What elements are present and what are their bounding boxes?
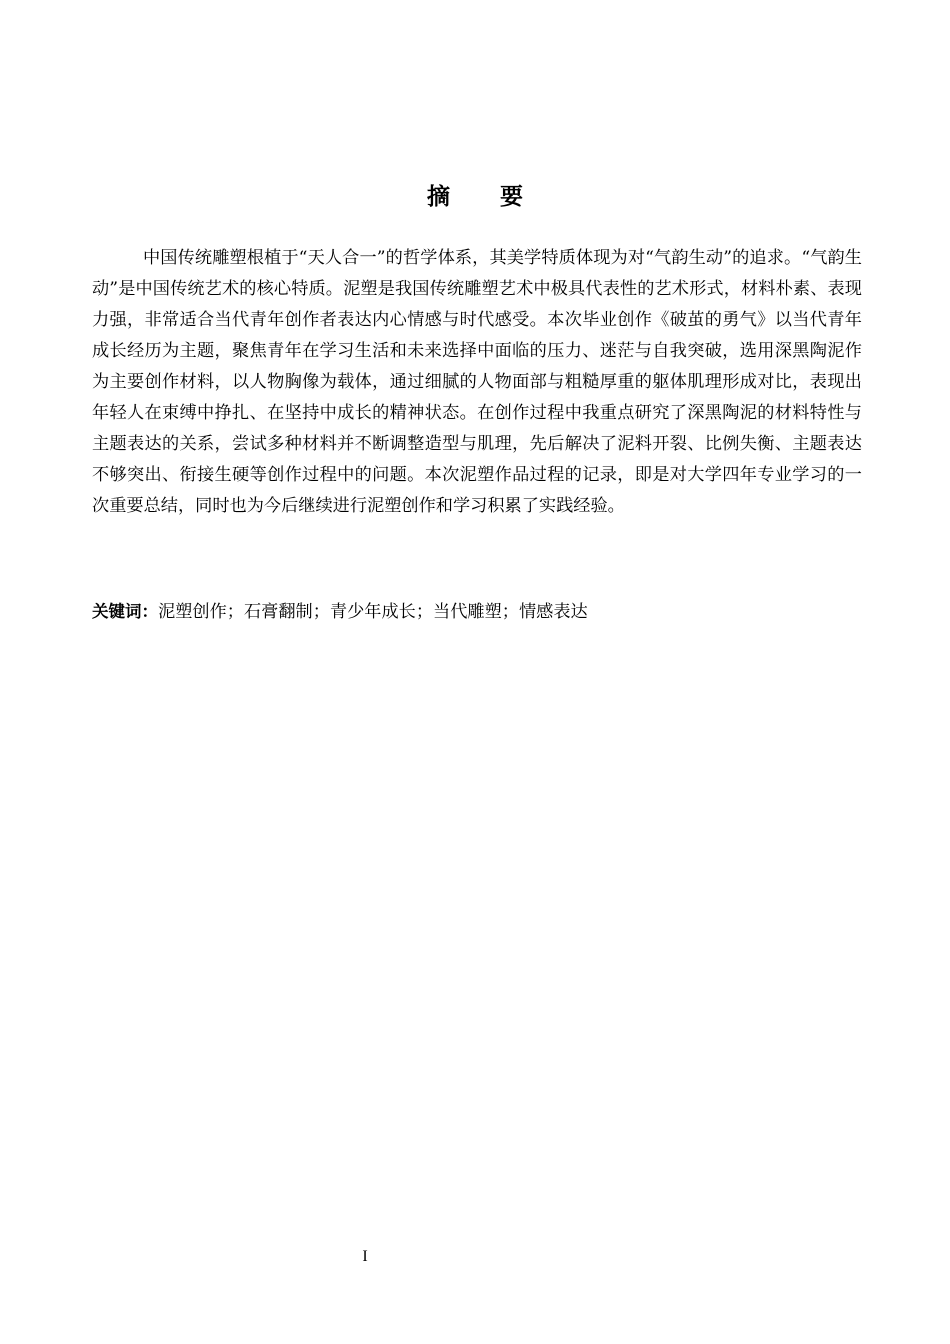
keywords-text: 泥塑创作；石膏翻制；青少年成长；当代雕塑；情感表达: [158, 602, 588, 622]
abstract-title-char-1: 摘: [427, 184, 450, 210]
keywords-label: 关键词：: [92, 602, 158, 621]
abstract-paragraph: 中国传统雕塑根植于“天人合一”的哲学体系，其美学特质体现为对“气韵生动”的追求。“气韵生动”是中国传统艺术的核心特质。泥塑是我国传统雕塑艺术中极具代表性的艺术形式，材料朴素、表现力强，非常适合当代青年创作者表达内心情感与时代感受。本次毕业创作《破茧的勇气》以当代青年成长经历为主题，聚焦青年在学习生活和未来选择中面临的压力、迷茫与自我突破，选用深黑陶泥作为主要创作材料，以人物胸像为载体，通过细腻的人物面部与粗糙厚重的躯体肌理形成对比，表现出年轻人在束缚中挣扎、在坚持中成长的精神状态。在创作过程中我重点研究了深黑陶泥的材料特性与主题表达的关系，尝试多种材料并不断调整造型与肌理，先后解决了泥料开裂、比例失衡、主题表达不够突出、衔接生硬等创作过程中的问题。本次泥塑作品过程的记录，即是对大学四年专业学习的一次重要总结，同时也为今后继续进行泥塑创作和学习积累了实践经验。: [92, 248, 862, 516]
abstract-title-char-2: 要: [500, 184, 523, 210]
abstract-title: [0, 178, 950, 211]
page-number: I: [362, 1248, 368, 1265]
keywords-line: [92, 598, 862, 626]
